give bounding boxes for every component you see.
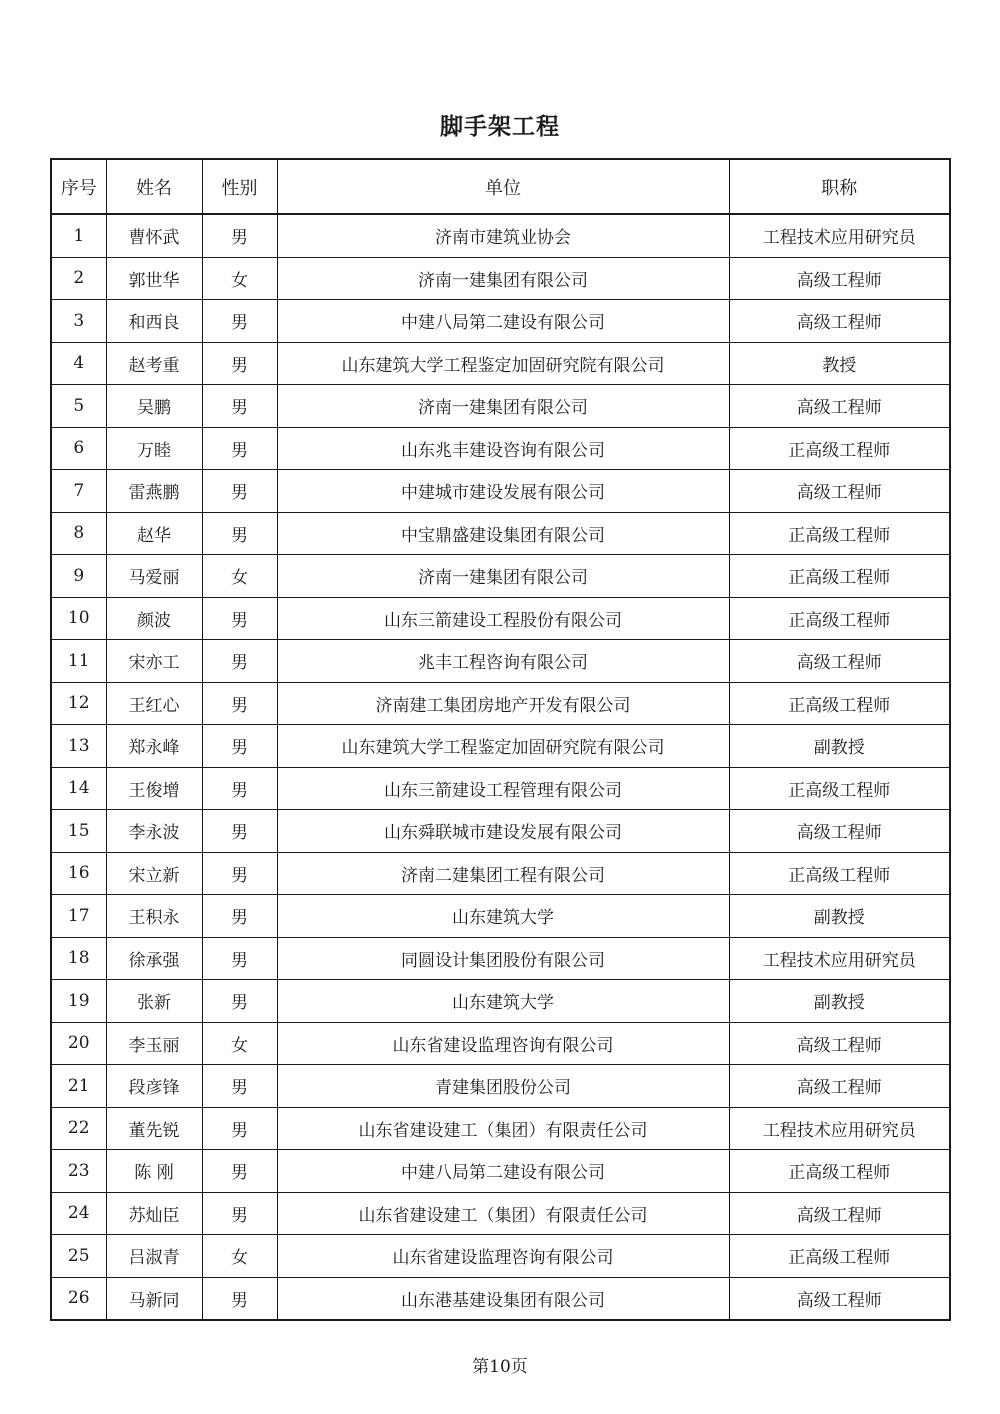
cell-unit: 中宝鼎盛建设集团有限公司 [277,512,729,555]
table-row [51,937,950,980]
cell-title: 高级工程师 [729,300,950,343]
table-row [51,555,950,598]
cell-title: 正高级工程师 [729,682,950,725]
cell-name: 李永波 [106,810,202,853]
table-row [51,342,950,385]
cell-title: 高级工程师 [729,385,950,428]
cell-no: 10 [51,597,106,640]
cell-no: 26 [51,1277,106,1320]
table-row [51,1277,950,1320]
cell-unit: 中建八局第二建设有限公司 [277,1150,729,1193]
cell-no: 15 [51,810,106,853]
cell-unit: 山东三箭建设工程股份有限公司 [277,597,729,640]
cell-name: 吴鹏 [106,385,202,428]
table-row [51,980,950,1023]
cell-gender: 男 [202,895,277,938]
cell-gender: 女 [202,1235,277,1278]
cell-unit: 中建八局第二建设有限公司 [277,300,729,343]
table-row [51,597,950,640]
cell-title: 副教授 [729,725,950,768]
cell-gender: 男 [202,470,277,513]
cell-title: 正高级工程师 [729,512,950,555]
cell-title: 高级工程师 [729,470,950,513]
cell-unit: 济南一建集团有限公司 [277,555,729,598]
cell-unit: 山东三箭建设工程管理有限公司 [277,767,729,810]
page-number: 第10页 [472,1357,528,1377]
cell-unit: 山东港基建设集团有限公司 [277,1277,729,1320]
cell-gender: 男 [202,640,277,683]
table-row [51,512,950,555]
table-row [51,682,950,725]
cell-gender: 男 [202,937,277,980]
table-row [51,725,950,768]
cell-title: 高级工程师 [729,1065,950,1108]
cell-unit: 山东建筑大学工程鉴定加固研究院有限公司 [277,725,729,768]
cell-gender: 男 [202,300,277,343]
cell-title: 副教授 [729,980,950,1023]
table-row [51,1235,950,1278]
cell-title: 正高级工程师 [729,852,950,895]
cell-unit: 济南一建集团有限公司 [277,257,729,300]
table-row [51,257,950,300]
cell-gender: 男 [202,385,277,428]
cell-name: 曹怀武 [106,214,202,257]
cell-name: 王积永 [106,895,202,938]
cell-gender: 男 [202,725,277,768]
cell-title: 正高级工程师 [729,1235,950,1278]
cell-name: 赵华 [106,512,202,555]
cell-gender: 男 [202,214,277,257]
roster-table [50,158,951,1321]
cell-no: 16 [51,852,106,895]
cell-name: 颜波 [106,597,202,640]
cell-name: 王红心 [106,682,202,725]
cell-gender: 男 [202,1192,277,1235]
cell-no: 8 [51,512,106,555]
cell-unit: 中建城市建设发展有限公司 [277,470,729,513]
cell-unit: 山东省建设监理咨询有限公司 [277,1235,729,1278]
table-row [51,640,950,683]
cell-no: 21 [51,1065,106,1108]
cell-name: 万睦 [106,427,202,470]
cell-name: 宋立新 [106,852,202,895]
cell-name: 李玉丽 [106,1022,202,1065]
cell-no: 2 [51,257,106,300]
cell-name: 苏灿臣 [106,1192,202,1235]
cell-name: 马爱丽 [106,555,202,598]
cell-no: 18 [51,937,106,980]
cell-gender: 男 [202,852,277,895]
header-title: 职称 [729,159,950,214]
cell-name: 王俊增 [106,767,202,810]
table-body [51,214,950,1320]
cell-no: 13 [51,725,106,768]
cell-gender: 男 [202,597,277,640]
table-row [51,852,950,895]
cell-no: 7 [51,470,106,513]
cell-title: 高级工程师 [729,1022,950,1065]
cell-title: 正高级工程师 [729,555,950,598]
cell-no: 1 [51,214,106,257]
cell-unit: 同圆设计集团股份有限公司 [277,937,729,980]
header-name: 姓名 [106,159,202,214]
cell-gender: 男 [202,427,277,470]
cell-title: 副教授 [729,895,950,938]
cell-gender: 男 [202,767,277,810]
cell-gender: 女 [202,555,277,598]
cell-unit: 兆丰工程咨询有限公司 [277,640,729,683]
cell-name: 郭世华 [106,257,202,300]
cell-no: 25 [51,1235,106,1278]
page-title: 脚手架工程 [440,114,560,140]
cell-name: 张新 [106,980,202,1023]
cell-no: 5 [51,385,106,428]
table-row [51,1022,950,1065]
cell-unit: 青建集团股份公司 [277,1065,729,1108]
cell-name: 段彦锋 [106,1065,202,1108]
cell-unit: 济南一建集团有限公司 [277,385,729,428]
cell-unit: 山东省建设监理咨询有限公司 [277,1022,729,1065]
table-row [51,427,950,470]
cell-name: 陈 刚 [106,1150,202,1193]
cell-no: 24 [51,1192,106,1235]
cell-no: 4 [51,342,106,385]
table-row [51,810,950,853]
header-no: 序号 [51,159,106,214]
cell-gender: 男 [202,1277,277,1320]
cell-no: 20 [51,1022,106,1065]
cell-name: 徐承强 [106,937,202,980]
cell-unit: 济南建工集团房地产开发有限公司 [277,682,729,725]
cell-title: 教授 [729,342,950,385]
cell-gender: 男 [202,810,277,853]
cell-no: 19 [51,980,106,1023]
table-row [51,1107,950,1150]
cell-title: 高级工程师 [729,640,950,683]
cell-gender: 男 [202,682,277,725]
table-row [51,767,950,810]
cell-unit: 济南二建集团工程有限公司 [277,852,729,895]
table-header-row [51,159,950,214]
cell-title: 高级工程师 [729,1192,950,1235]
cell-gender: 男 [202,512,277,555]
cell-gender: 女 [202,257,277,300]
cell-title: 工程技术应用研究员 [729,937,950,980]
cell-no: 14 [51,767,106,810]
cell-no: 11 [51,640,106,683]
cell-unit: 济南市建筑业协会 [277,214,729,257]
table-row [51,1192,950,1235]
cell-name: 马新同 [106,1277,202,1320]
cell-gender: 男 [202,1107,277,1150]
cell-gender: 女 [202,1022,277,1065]
table-row [51,470,950,513]
cell-name: 赵考重 [106,342,202,385]
cell-gender: 男 [202,980,277,1023]
cell-name: 宋亦工 [106,640,202,683]
cell-gender: 男 [202,1065,277,1108]
cell-no: 22 [51,1107,106,1150]
cell-no: 12 [51,682,106,725]
cell-title: 正高级工程师 [729,427,950,470]
cell-gender: 男 [202,342,277,385]
cell-title: 正高级工程师 [729,767,950,810]
cell-unit: 山东建筑大学 [277,980,729,1023]
cell-title: 正高级工程师 [729,597,950,640]
table-row [51,385,950,428]
table-row [51,1065,950,1108]
table-row [51,1150,950,1193]
cell-unit: 山东建筑大学工程鉴定加固研究院有限公司 [277,342,729,385]
cell-no: 17 [51,895,106,938]
cell-name: 郑永峰 [106,725,202,768]
cell-unit: 山东兆丰建设咨询有限公司 [277,427,729,470]
header-unit: 单位 [277,159,729,214]
cell-no: 3 [51,300,106,343]
cell-no: 9 [51,555,106,598]
cell-name: 董先锐 [106,1107,202,1150]
cell-gender: 男 [202,1150,277,1193]
table-row [51,214,950,257]
cell-title: 正高级工程师 [729,1150,950,1193]
cell-title: 高级工程师 [729,257,950,300]
table-row [51,895,950,938]
cell-no: 23 [51,1150,106,1193]
cell-unit: 山东建筑大学 [277,895,729,938]
cell-unit: 山东省建设建工（集团）有限责任公司 [277,1192,729,1235]
table-row [51,300,950,343]
cell-name: 雷燕鹏 [106,470,202,513]
cell-title: 工程技术应用研究员 [729,214,950,257]
cell-no: 6 [51,427,106,470]
header-gender: 性别 [202,159,277,214]
cell-name: 吕淑青 [106,1235,202,1278]
cell-unit: 山东省建设建工（集团）有限责任公司 [277,1107,729,1150]
cell-title: 高级工程师 [729,1277,950,1320]
cell-title: 工程技术应用研究员 [729,1107,950,1150]
cell-unit: 山东舜联城市建设发展有限公司 [277,810,729,853]
cell-title: 高级工程师 [729,810,950,853]
cell-name: 和西良 [106,300,202,343]
